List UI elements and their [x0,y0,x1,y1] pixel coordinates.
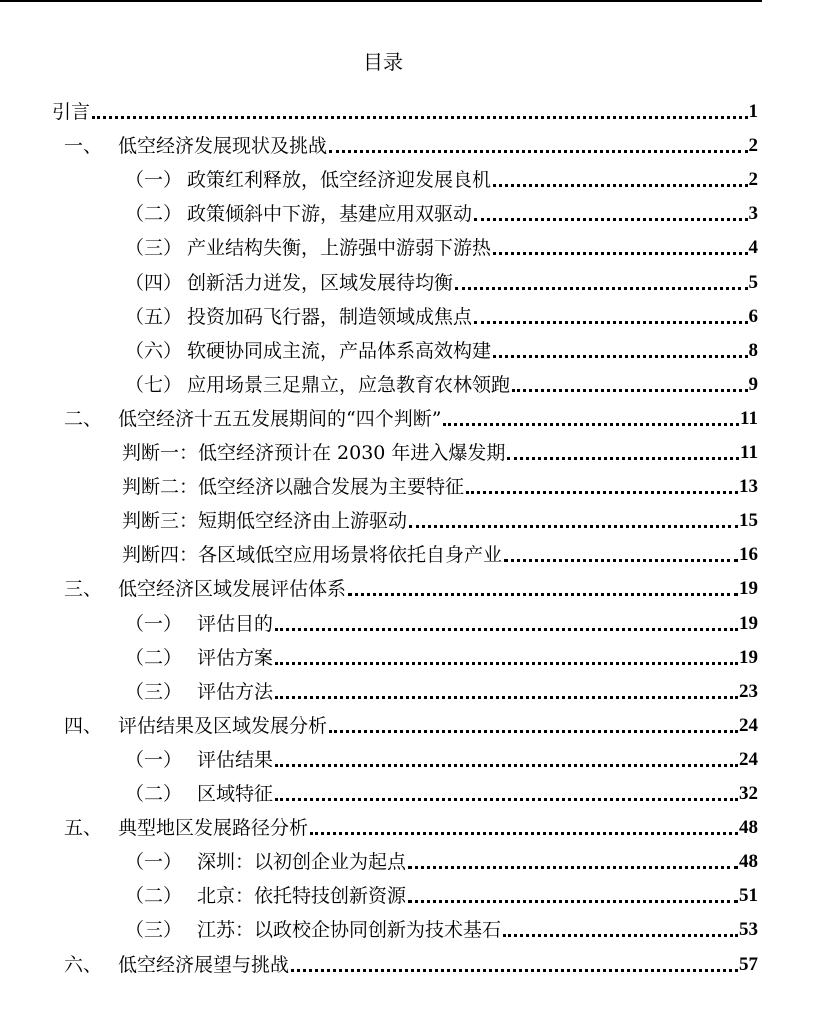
toc-entry-title: 评估目的 [197,612,274,635]
toc-entry-number: （一） [125,612,183,635]
toc-entry-title: 政策倾斜中下游，基建应用双驱动 [187,203,473,226]
toc-entry[interactable] [64,130,758,158]
dot-leader [275,798,738,801]
toc-entry[interactable] [52,96,758,124]
dot-leader [329,730,738,733]
toc-entry-title: 江苏：以政校企协同创新为技术基石 [197,919,502,942]
dot-leader [455,287,747,290]
toc-entry[interactable] [125,914,758,942]
toc-entry[interactable] [125,164,758,192]
dot-leader [348,593,738,596]
toc-entry[interactable] [64,403,758,431]
dot-leader [275,764,738,767]
toc-entry-number: （三） [125,237,183,260]
toc-entry[interactable] [125,744,758,772]
toc-entry-page-number: 53 [739,919,758,941]
toc-entry[interactable] [125,198,758,226]
toc-entry[interactable] [125,778,758,806]
dot-leader [275,662,738,665]
toc-entry-page-number: 1 [748,101,758,122]
toc-entry[interactable] [122,505,758,533]
toc-entry[interactable] [125,267,758,295]
toc-entry-title: 典型地区发展路径分析 [118,817,309,840]
toc-entry-title: 北京：依托特技创新资源 [197,885,407,908]
toc-entry-title: 产业结构失衡，上游强中游弱下游热 [187,237,492,260]
toc-entry-number: （三） [125,919,183,942]
toc-entry[interactable] [125,369,758,397]
dot-leader [466,491,738,494]
toc-entry-page-number: 2 [748,135,758,157]
dot-leader [443,423,739,426]
toc-entry-title: 软硬协同成主流，产品体系高效构建 [187,339,492,362]
toc-entry[interactable] [125,676,758,704]
dot-leader [504,559,738,562]
toc-entry-page-number: 4 [748,237,758,259]
toc-entry-page-number: 16 [739,544,758,566]
toc-entry-number: （二） [125,203,183,226]
dot-leader [507,457,739,460]
toc-entry-page-number: 48 [739,817,758,839]
dot-leader [474,218,747,221]
toc-entry-number: （一） [125,169,183,192]
toc-entry-number: （四） [125,271,183,294]
dot-leader [408,866,738,869]
dot-leader [503,934,738,937]
toc-entry-page-number: 51 [739,885,758,907]
toc-entry-page-number: 23 [739,680,758,702]
toc-entry-page-number: 2 [748,169,758,191]
toc-entry-title: 判断一：低空经济预计在 2030 年进入爆发期 [122,442,506,464]
toc-entry[interactable] [125,846,758,874]
dot-leader [493,355,747,358]
toc-entry[interactable] [122,471,758,499]
dot-leader [310,832,738,835]
toc-entry-number: （六） [125,339,183,362]
toc-entry-page-number: 3 [748,203,758,225]
toc-entry-page-number: 11 [740,442,758,463]
toc-entry-page-number: 19 [739,578,758,600]
toc-entry-number: （七） [125,373,183,396]
toc-entry-title: 低空经济区域发展评估体系 [118,578,347,601]
dot-leader [291,969,738,972]
dot-leader [493,252,747,255]
top-rule [0,0,762,2]
toc-entry-page-number: 5 [748,271,758,293]
dot-leader [512,389,747,392]
toc-entry-number: 四、 [64,714,103,737]
toc-entry-title: 判断四：各区域低空应用场景将依托自身产业 [122,544,503,567]
toc-entry[interactable] [64,573,758,601]
toc-entry-title: 低空经济十五五发展期间的“四个判断” [118,407,442,430]
toc-title: 目录 [363,50,403,74]
toc-entry-page-number: 32 [739,783,758,804]
toc-entry-title: 深圳：以初创企业为起点 [197,851,407,874]
toc-entry-title: 评估结果 [197,748,274,771]
toc-entry-number: （一） [125,851,183,874]
toc-entry-number: （二） [125,646,183,669]
toc-entry-page-number: 19 [739,612,758,634]
dot-leader [275,696,738,699]
dot-leader [474,321,747,324]
toc-entry-number: （一） [125,748,183,771]
toc-entry-page-number: 6 [748,305,758,327]
toc-entry-title: 判断二：低空经济以融合发展为主要特征 [122,476,465,499]
toc-entry[interactable] [122,539,758,567]
toc-entry-number: 二、 [64,407,103,430]
toc-entry-number: 一、 [64,135,103,158]
toc-entry-page-number: 19 [739,646,758,668]
toc-entry-page-number: 24 [739,714,758,736]
toc-entry-page-number: 48 [739,851,758,873]
toc-entry[interactable] [125,335,758,363]
toc-entry-number: 六、 [64,953,103,976]
toc-entry-title: 引言 [52,101,91,123]
toc-entry-page-number: 8 [748,339,758,361]
toc-entry-number: 三、 [64,578,103,601]
toc-entry-title: 政策红利释放，低空经济迎发展良机 [187,169,492,192]
toc-entry-title: 应用场景三足鼎立，应急教育农林领跑 [187,373,511,396]
dot-leader [329,150,747,153]
toc-entry[interactable] [125,301,758,329]
dot-leader [275,628,738,631]
toc-entry-title: 区域特征 [197,783,274,805]
toc-entry-title: 评估方法 [197,680,274,703]
toc-entry-page-number: 11 [740,407,758,429]
toc-entry-number: （五） [125,305,183,328]
toc-entry-page-number: 13 [739,476,758,498]
toc-entry-number: （二） [125,783,183,805]
toc-entry-title: 投资加码飞行器，制造领域成焦点 [187,305,473,328]
toc-entry-page-number: 57 [739,953,758,975]
toc-entry-number: 五、 [64,817,103,840]
toc-entry-number: （二） [125,885,183,908]
toc-entry-title: 评估方案 [197,646,274,669]
toc-entry[interactable] [125,232,758,260]
toc-entry[interactable] [125,880,758,908]
dot-leader [409,525,738,528]
toc-entry[interactable] [125,642,758,670]
toc-entry[interactable] [125,608,758,636]
toc-entry-title: 低空经济发展现状及挑战 [118,135,328,158]
toc-entry-page-number: 9 [748,373,758,395]
toc-entry-page-number: 24 [739,748,758,770]
toc-entry-number: （三） [125,680,183,703]
toc-entry-page-number: 15 [739,510,758,532]
toc-entry[interactable] [64,710,758,738]
dot-leader [408,900,738,903]
toc-entry[interactable] [122,437,758,465]
toc-entry-title: 判断三：短期低空经济由上游驱动 [122,510,408,533]
toc-entry-title: 低空经济展望与挑战 [118,953,290,976]
dot-leader [493,184,747,187]
dot-leader [92,116,747,119]
toc-entry[interactable] [64,949,758,977]
toc-entry-title: 创新活力迸发，区域发展待均衡 [187,271,454,294]
toc-entry-title: 评估结果及区域发展分析 [118,714,328,737]
toc-entry[interactable] [64,812,758,840]
